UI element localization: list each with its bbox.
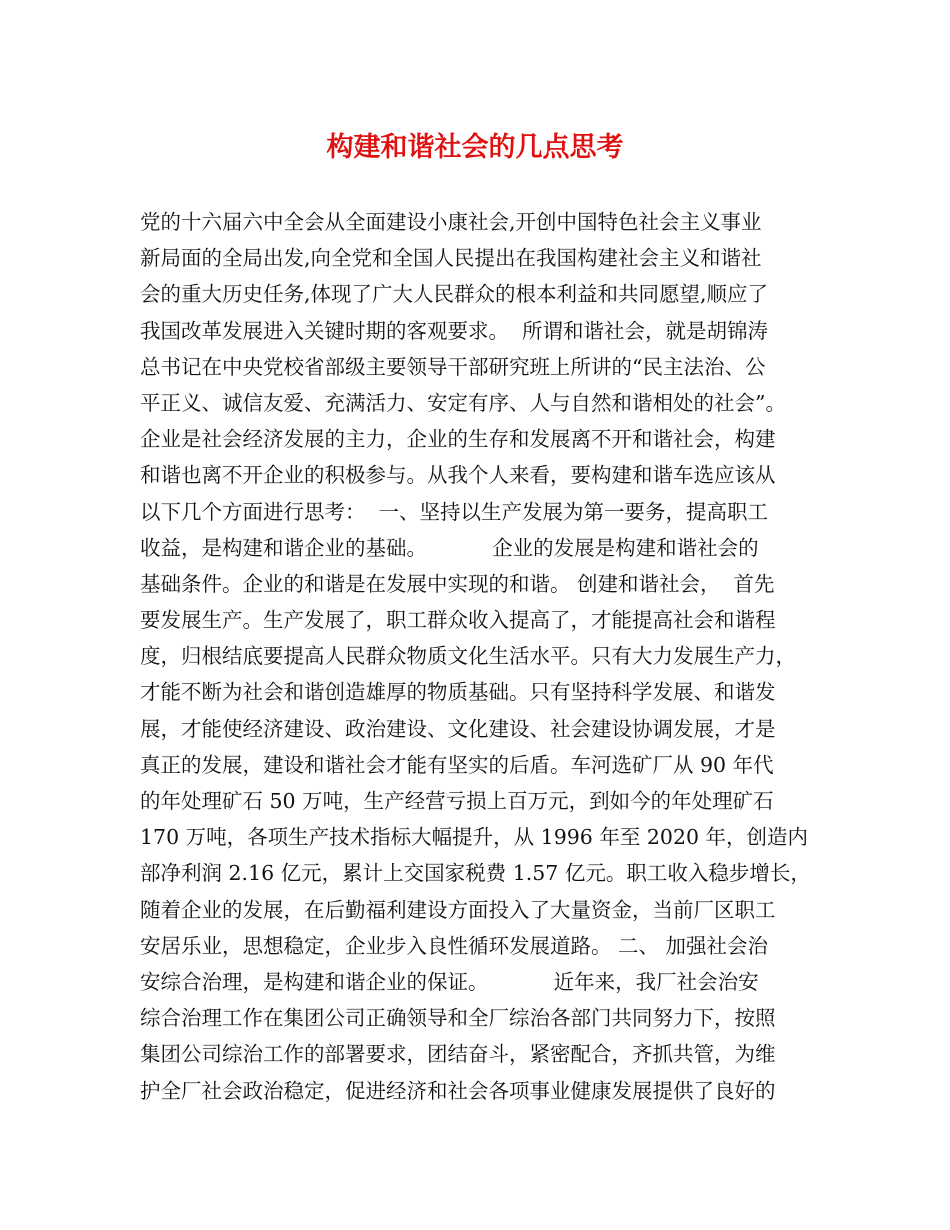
- body-line: 收益，是构建和谐企业的基础。 企业的发展是构建和谐社会的: [140, 535, 759, 560]
- body-line: 会的重大历史任务,体现了广大人民群众的根本利益和共同愿望,顺应了: [140, 282, 769, 307]
- body-line: 集团公司综治工作的部署要求，团结奋斗，紧密配合，齐抓共管，为维: [140, 1042, 776, 1067]
- body-line: 党的十六届六中全会从全面建设小康社会,开创中国特色社会主义事业: [140, 210, 762, 234]
- body-line: 真正的发展，建设和谐社会才能有坚实的后盾。车河选矿厂从 90 年代: [140, 752, 774, 777]
- body-line: 以下几个方面进行思考： 一、坚持以生产发展为第一要务，提高职工: [140, 499, 769, 524]
- body-line: 展，才能使经济建设、政治建设、文化建设、社会建设协调发展，才是: [140, 716, 776, 741]
- body-line: 基础条件。企业的和谐是在发展中实现的和谐。 创建和谐社会， 首先: [140, 571, 775, 596]
- body-line: 护全厂社会政治稳定，促进经济和社会各项事业健康发展提供了良好的: [140, 1078, 776, 1103]
- body-line: 安居乐业，思想稳定，企业步入良性循环发展道路。 二、 加强社会治: [140, 933, 769, 958]
- body-line: 要发展生产。生产发展了，职工群众收入提高了，才能提高社会和谐程: [140, 608, 776, 633]
- body-line: 的年处理矿石 50 万吨，生产经营亏损上百万元，到如今的年处理矿石: [140, 789, 774, 813]
- body-line: 安综合治理，是构建和谐企业的保证。 近年来，我厂社会治安: [140, 969, 759, 994]
- body-line: 企业是社会经济发展的主力，企业的生存和发展离不开和谐社会，构建: [140, 427, 776, 452]
- body-line: 新局面的全局出发,向全党和全国人民提出在我国构建社会主义和谐社: [140, 246, 762, 271]
- body-line: 总书记在中央党校省部级主要领导干部研究班上所讲的“民主法治、公: [140, 354, 766, 379]
- body-line: 度，归根结底要提高人民群众物质文化生活水平。只有大力发展生产力，: [140, 644, 796, 669]
- body-line: 和谐也离不开企业的积极参与。从我个人来看，要构建和谐车选应该从: [140, 463, 776, 488]
- body-line: 170 万吨，各项生产技术指标大幅提升，从 1996 年至 2020 年，创造内: [140, 825, 809, 850]
- body-line: 才能不断为社会和谐创造雄厚的物质基础。只有坚持科学发展、和谐发: [140, 680, 776, 705]
- document-title: 构建和谐社会的几点思考: [326, 132, 624, 163]
- body-line: 平正义、诚信友爱、充满活力、安定有序、人与自然和谐相处的社会”。: [140, 390, 786, 415]
- body-line: 部净利润 2.16 亿元，累计上交国家税费 1.57 亿元。职工收入稳步增长，: [140, 861, 811, 886]
- body-line: 综合治理工作在集团公司正确领导和全厂综治各部门共同努力下，按照: [140, 1006, 776, 1031]
- body-line: 我国改革发展进入关键时期的客观要求。 所谓和谐社会，就是胡锦涛: [140, 318, 769, 343]
- document-body: [140, 204, 820, 1109]
- body-line: 随着企业的发展，在后勤福利建设方面投入了大量资金，当前厂区职工: [140, 897, 776, 922]
